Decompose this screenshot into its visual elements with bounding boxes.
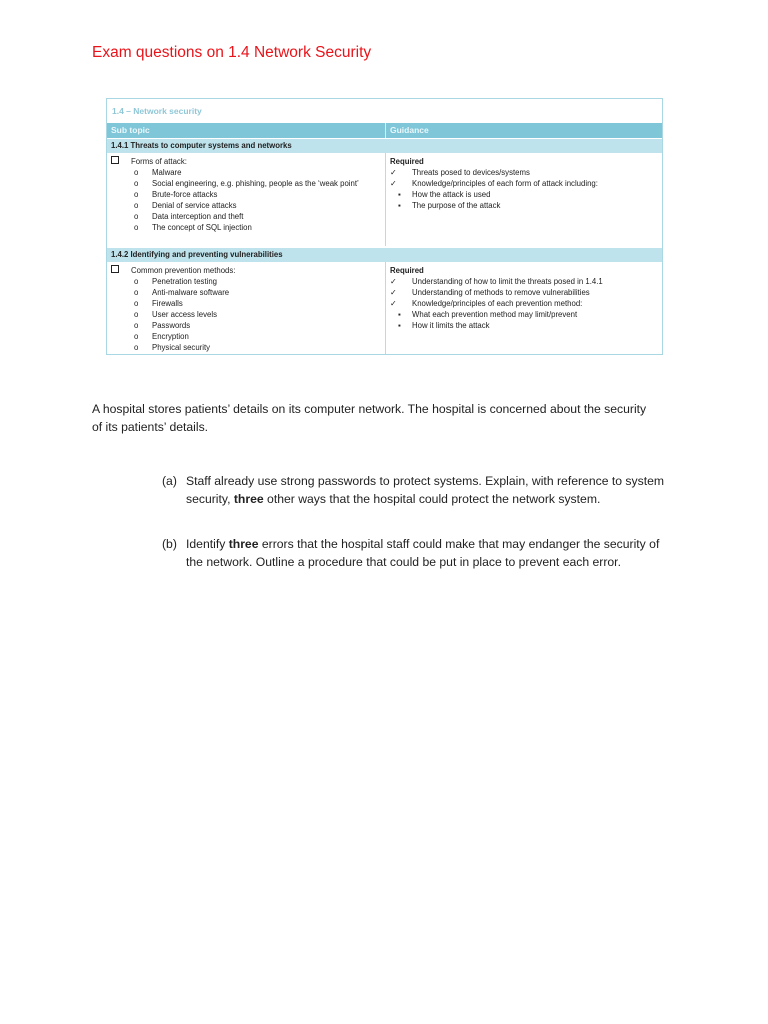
bullet-item: ▪ The purpose of the attack <box>390 200 598 211</box>
section-heading-1-4-1: 1.4.1 Threats to computer systems and networks <box>107 139 662 153</box>
list-item: o Firewalls <box>134 299 183 308</box>
bullet-icon: ▪ <box>398 321 401 330</box>
column-divider <box>385 123 386 138</box>
question-text: Identify three errors that the hospital staff could make that may endanger the security of the network. Outline a procedure that could be put in place to prevent each error. <box>186 537 660 569</box>
question-label: (a) <box>162 474 177 488</box>
list-item: o Anti-malware software <box>134 288 230 297</box>
check-item: ✓ Understanding of how to limit the threats posed in 1.4.1 <box>390 277 603 286</box>
required-label: Required <box>390 157 424 166</box>
document-title: Exam questions on 1.4 Network Security <box>92 44 372 61</box>
list-item: o Denial of service attacks <box>134 201 237 210</box>
check-icon: ✓ <box>390 168 397 177</box>
required-label: Required <box>390 266 424 275</box>
check-icon: ✓ <box>390 288 397 297</box>
list-lead: Common prevention methods: <box>111 265 235 276</box>
column-divider <box>385 262 386 354</box>
list-item: o Encryption <box>134 332 189 341</box>
bullet-icon: ▪ <box>398 310 401 319</box>
column-divider <box>385 153 386 246</box>
list-item: o Passwords <box>134 321 191 330</box>
bullet-icon: ▪ <box>398 190 401 199</box>
bullet-icon: ▪ <box>398 201 401 210</box>
check-item: ✓ Understanding of methods to remove vulnerabilities <box>390 288 590 297</box>
section-heading-1-4-2: 1.4.2 Identifying and preventing vulnerabilities <box>107 248 662 262</box>
list-item: o Data interception and theft <box>134 212 244 221</box>
guidance-cell-2 <box>390 265 603 331</box>
check-icon: ✓ <box>390 277 397 286</box>
guidance-cell-1 <box>390 156 598 211</box>
list-item: o Physical security <box>134 343 211 352</box>
bullet-item: ▪ How the attack is used <box>390 189 598 200</box>
list-item: o User access levels <box>134 310 217 319</box>
check-item: ✓ Knowledge/principles of each prevention method: <box>390 299 583 308</box>
specification-table <box>106 98 663 355</box>
question-text: Staff already use strong passwords to protect systems. Explain, with reference to system security, three other ways that the hospital could protect the network system. <box>186 474 665 506</box>
subtopic-cell-2 <box>111 265 235 353</box>
checkbox-icon <box>111 265 119 273</box>
check-item: ✓ Threats posed to devices/systems <box>390 168 530 177</box>
list-item: o Brute-force attacks <box>134 190 218 199</box>
table-caption: 1.4 – Network security <box>112 106 202 116</box>
list-item: o The concept of SQL injection <box>134 223 252 232</box>
header-guidance: Guidance <box>390 125 429 135</box>
check-item: ✓ Knowledge/principles of each form of attack including: <box>390 179 598 188</box>
bullet-item: ▪ What each prevention method may limit/prevent <box>390 309 603 320</box>
bullet-item: ▪ How it limits the attack <box>390 320 603 331</box>
checkbox-icon <box>111 156 119 164</box>
question-label: (b) <box>162 537 177 551</box>
header-sub-topic: Sub topic <box>111 125 150 135</box>
subtopic-cell-1 <box>111 156 359 233</box>
list-item: o Malware <box>134 168 182 177</box>
list-item: o Social engineering, e.g. phishing, people as the ‘weak point’ <box>134 179 359 188</box>
list-lead: Forms of attack: <box>111 156 359 167</box>
check-icon: ✓ <box>390 299 397 308</box>
check-icon: ✓ <box>390 179 397 188</box>
scenario-paragraph: A hospital stores patients’ details on its computer network. The hospital is concerned about the security of its patients’ details. <box>92 402 647 434</box>
list-item: o Penetration testing <box>134 277 218 286</box>
